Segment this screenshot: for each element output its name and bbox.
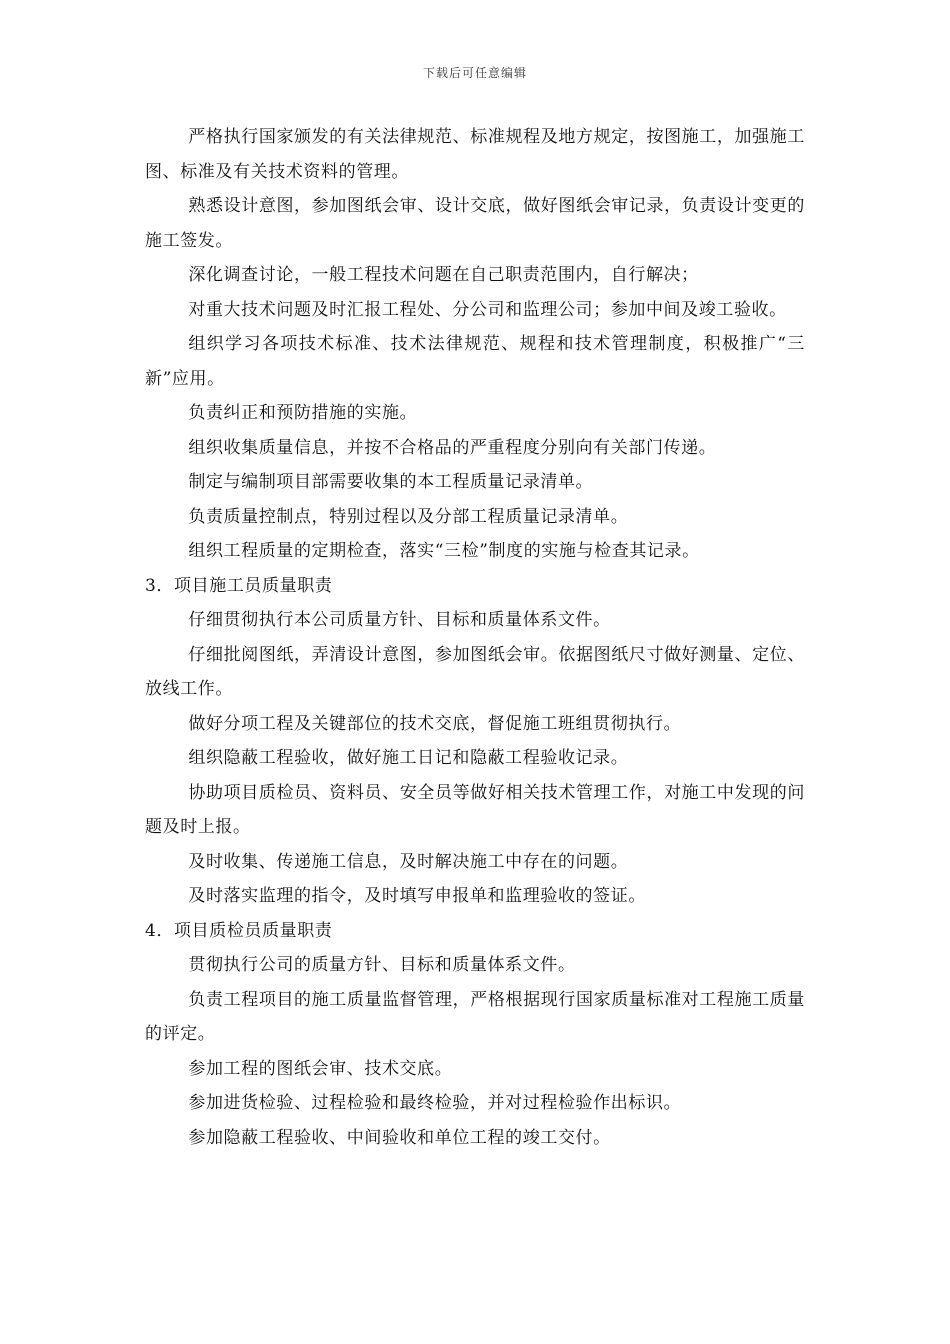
paragraph: 组织收集质量信息，并按不合格品的严重程度分别向有关部门传递。	[188, 437, 717, 458]
paragraph: 严格执行国家颁发的有关法律规范、标准规程及地方规定，按图施工，加强施工图、标准及有关技术资料的管理。	[145, 127, 805, 182]
paragraph: 参加工程的图纸会审、技术交底。	[188, 1058, 453, 1079]
paragraph: 参加进货检验、过程检验和最终检验，并对过程检验作出标识。	[188, 1093, 682, 1113]
paragraph: 贯彻执行公司的质量方针、目标和质量体系文件。	[188, 955, 576, 975]
paragraph: 负责纠正和预防措施的实施。	[188, 403, 418, 423]
paragraph: 深化调查讨论，一般工程技术问题在自己职责范围内，自行解决；	[188, 265, 699, 285]
paragraph: 负责工程项目的施工质量监督管理，严格根据现行国家质量标准对工程施工质量的评定。	[145, 989, 805, 1044]
paragraph: 制定与编制项目部需要收集的本工程质量记录清单。	[188, 472, 594, 492]
page-header: 下载后可任意编辑	[422, 66, 527, 80]
paragraph: 及时收集、传递施工信息，及时解决施工中存在的问题。	[188, 851, 629, 872]
paragraph: 参加隐蔽工程验收、中间验收和单位工程的竣工交付。	[188, 1127, 611, 1148]
paragraph: 组织隐蔽工程验收，做好施工日记和隐蔽工程验收记录。	[188, 748, 629, 768]
paragraph: 仔细批阅图纸，弄清设计意图，参加图纸会审。依据图纸尺寸做好测量、定位、放线工作。	[145, 644, 805, 699]
paragraph: 负责质量控制点，特别过程以及分部工程质量记录清单。	[188, 506, 629, 527]
paragraph: 组织学习各项技术标准、技术法律规范、规程和技术管理制度，积极推广“三新”应用。	[145, 334, 805, 389]
paragraph: 及时落实监理的指令，及时填写申报单和监理验收的签证。	[188, 886, 646, 906]
section-heading: 3．项目施工员质量职责	[145, 575, 333, 596]
paragraph: 仔细贯彻执行本公司质量方针、目标和质量体系文件。	[188, 610, 611, 630]
paragraph: 熟悉设计意图，参加图纸会审、设计交底，做好图纸会审记录，负责设计变更的施工签发。	[145, 196, 805, 251]
paragraph: 做好分项工程及关键部位的技术交底，督促施工班组贯彻执行。	[188, 713, 682, 734]
section-heading: 4．项目质检员质量职责	[145, 920, 333, 941]
document-body	[145, 120, 805, 1155]
paragraph: 组织工程质量的定期检查，落实“三检”制度的实施与检查其记录。	[188, 541, 700, 561]
paragraph: 对重大技术问题及时汇报工程处、分公司和监理公司；参加中间及竣工验收。	[188, 299, 787, 320]
paragraph: 协助项目质检员、资料员、安全员等做好相关技术管理工作，对施工中发现的问题及时上报。	[145, 782, 805, 837]
